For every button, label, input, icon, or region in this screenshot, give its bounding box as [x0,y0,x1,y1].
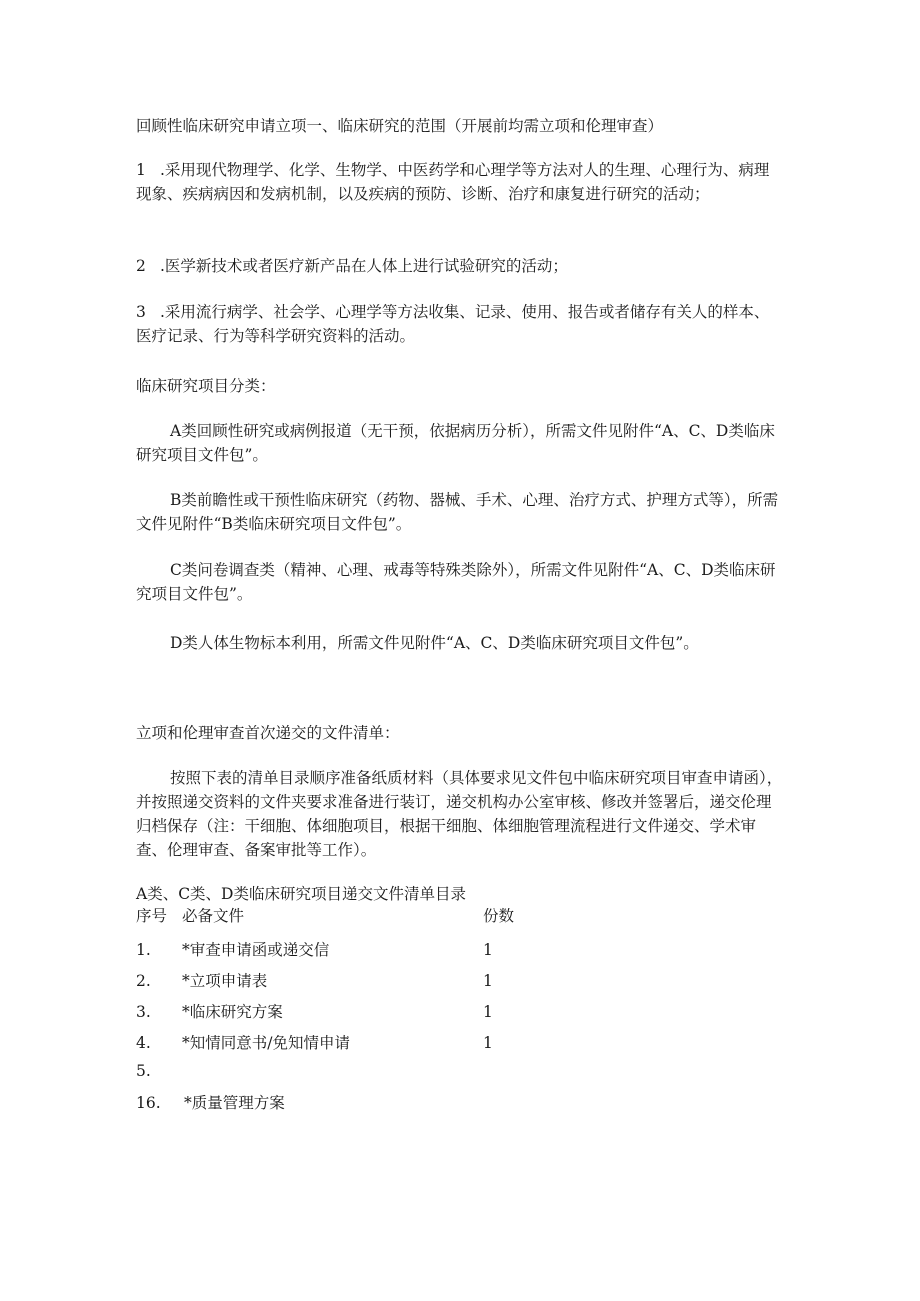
category-a: A类回顾性研究或病例报道（无干预，依据病历分析），所需文件见附件“A、C、D类临床研究项目文件包”。 [136,422,775,464]
row-count: 1 [483,1003,493,1021]
classification-heading: 临床研究项目分类： [136,377,276,395]
row-number: 16. [136,1094,161,1112]
row-number: 3. [136,1003,151,1021]
category-c: C类问卷调查类（精神、心理、戒毒等特殊类除外），所需文件见附件“A、C、D类临床研究项目文件包”。 [136,561,776,603]
submission-heading: 立项和伦理审查首次递交的文件清单： [136,724,400,742]
row-document: *知情同意书/免知情申请 [182,1034,350,1052]
category-b: B类前瞻性或干预性临床研究（药物、器械、手术、心理、治疗方式、护理方式等），所需文件见附件“B类临床研究项目文件包”。 [136,491,779,533]
row-count: 1 [483,941,493,959]
checklist-title: A类、C类、D类临床研究项目递交文件清单目录 [136,885,466,903]
scope-item-text: .采用现代物理学、化学、生物学、中医药学和心理学等方法对人的生理、心理行为、病理现象、疾病病因和发病机制，以及疾病的预防、诊断、治疗和康复进行研究的活动； [136,161,770,203]
row-number: 2. [136,972,151,990]
category-d: D类人体生物标本利用，所需文件见附件“A、C、D类临床研究项目文件包”。 [170,634,699,652]
document-title: 回顾性临床研究申请立项一、临床研究的范围（开展前均需立项和伦理审查） [136,117,664,135]
header-number: 序号 [136,907,168,925]
row-count: 1 [483,972,493,990]
row-number: 1. [136,941,151,959]
checklist-row [136,970,736,992]
row-document: *质量管理方案 [184,1094,285,1112]
submission-instructions: 按照下表的清单目录顺序准备纸质材料（具体要求见文件包中临床研究项目审查申请函），并按照递交资料的文件夹要求准备进行装订，递交机构办公室审核、修改并签署后，递交伦理归档保存（注：干细胞、体细胞项目，根据干细胞、体细胞管理流程进行文件递交、学术审查、伦理审查、备案审批等工作）。 [136,769,783,859]
scope-item-text: .医学新技术或者医疗新产品在人体上进行试验研究的活动； [160,257,568,275]
header-count: 份数 [483,907,515,925]
scope-item-number: 3 [136,303,146,321]
checklist-row [136,939,736,961]
checklist-header-row [136,905,736,927]
checklist-row [136,1032,736,1054]
checklist-row [136,1060,736,1082]
scope-item-1 [136,158,784,206]
row-number: 4. [136,1034,151,1052]
header-document: 必备文件 [182,907,245,925]
row-document: *临床研究方案 [182,1003,283,1021]
checklist-row [136,1001,736,1023]
row-count: 1 [483,1034,493,1052]
scope-item-text: .采用流行病学、社会学、心理学等方法收集、记录、使用、报告或者储存有关人的样本、医疗记录、行为等科学研究资料的活动。 [136,303,770,345]
row-document: *审查申请函或递交信 [182,941,330,959]
scope-item-2 [136,254,784,278]
scope-item-number: 1 [136,161,146,179]
checklist-row [136,1092,736,1114]
row-number: 5. [136,1062,151,1080]
row-document: *立项申请表 [182,972,268,990]
scope-item-3 [136,300,784,348]
scope-item-number: 2 [136,257,146,275]
